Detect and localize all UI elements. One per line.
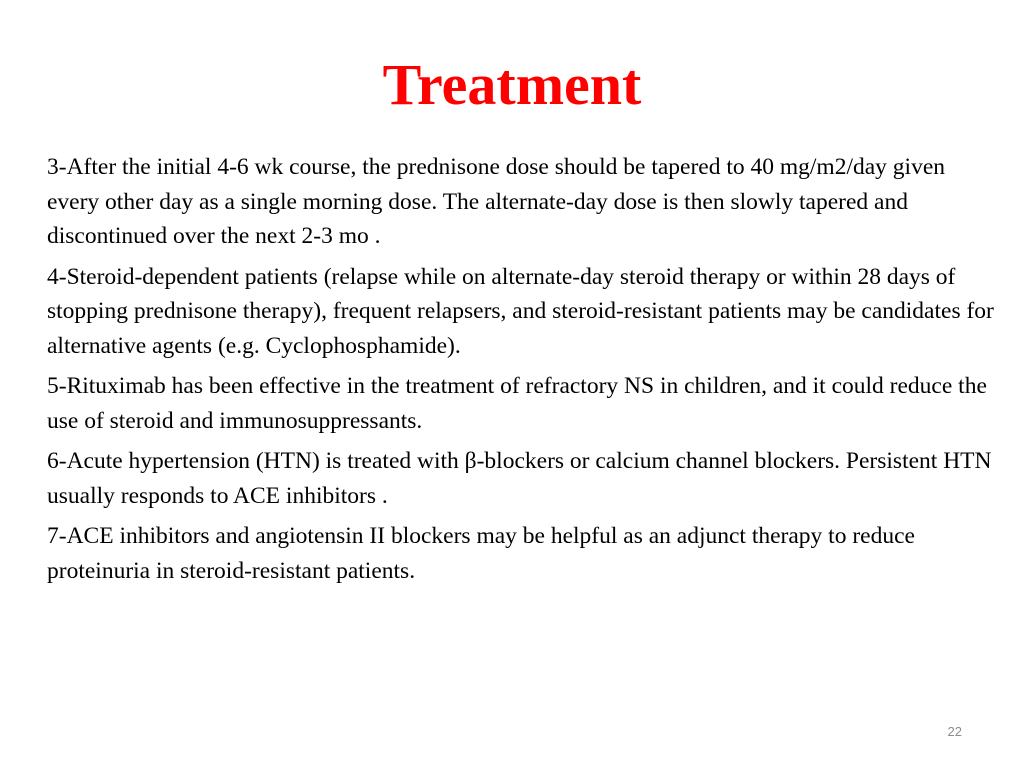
- page-number: 22: [947, 724, 962, 739]
- paragraph-ace-inhibitors: 7-ACE inhibitors and angiotensin II blockers may be helpful as an adjunct therapy to reduce proteinuria in steroid-resistant patients.: [47, 523, 915, 584]
- paragraph-steroid-dependent: 4-Steroid-dependent patients (relapse while on alternate-day steroid therapy or within 28 days of stopping prednisone therapy), frequent relapsers, and steroid-resistant patients may be candidates for alternative agents (e.g. Cyclophosphamide).: [47, 263, 994, 359]
- slide-body: [47, 150, 1002, 594]
- paragraph-taper-prednisone: 3-After the initial 4-6 wk course, the prednisone dose should be tapered to 40 mg/m2/day given every other day as a single morning dose. The alternate-day dose is then slowly tapered and discontinued over the next 2-3 mo .: [47, 154, 946, 249]
- slide-title: Treatment: [382, 52, 642, 117]
- paragraph-rituximab: 5-Rituximab has been effective in the treatment of refractory NS in children, and it could reduce the use of steroid and immunosuppressants.: [47, 373, 987, 434]
- paragraph-hypertension: 6-Acute hypertension (HTN) is treated with β-blockers or calcium channel blockers. Persistent HTN usually responds to ACE inhibitors .: [47, 448, 992, 509]
